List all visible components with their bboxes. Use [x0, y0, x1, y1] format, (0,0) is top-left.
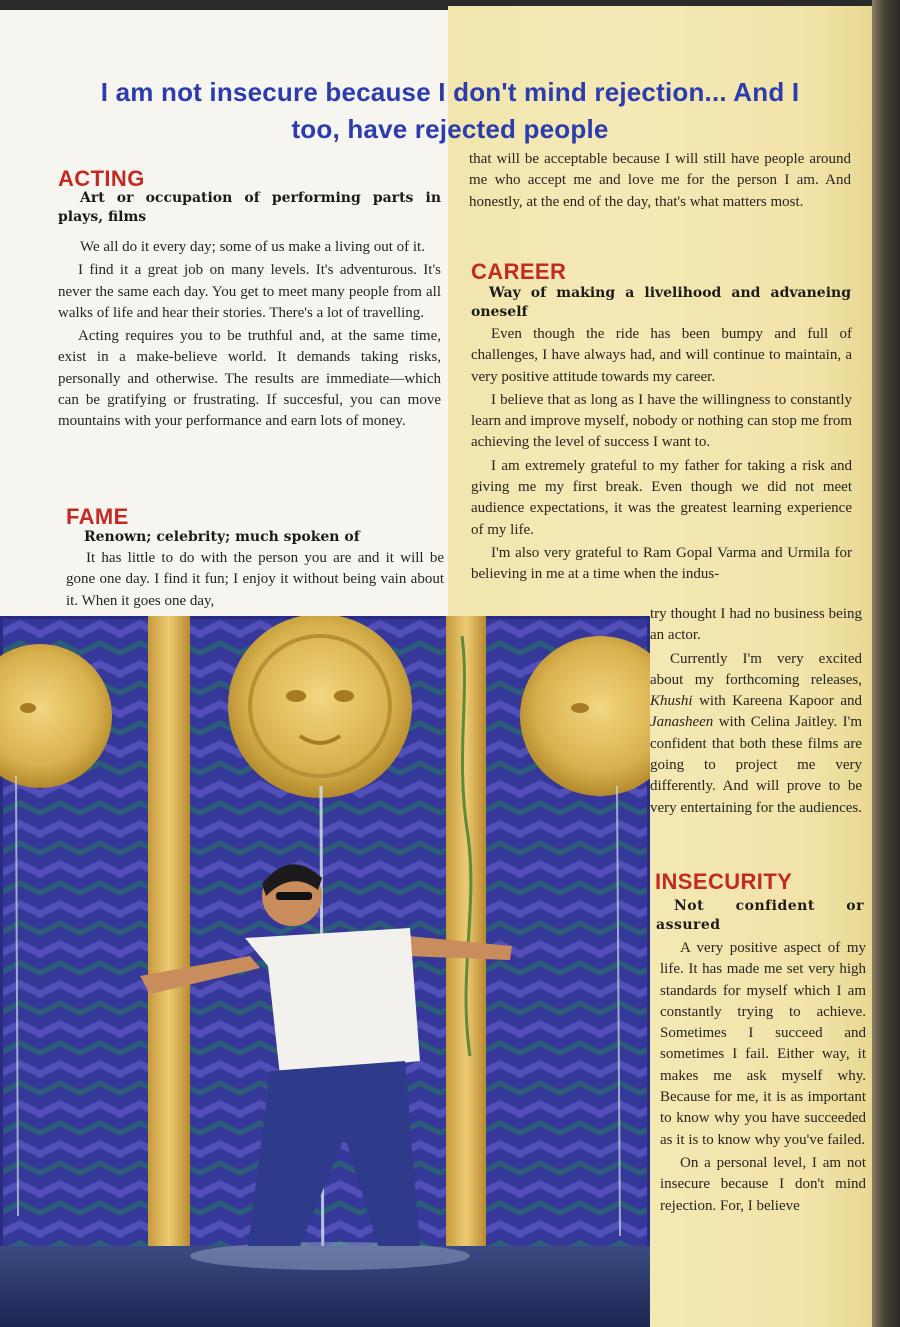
film-title-janasheen: Janasheen [650, 714, 714, 731]
career-paragraph-1: Even though the ride has been bumpy and full of challenges, I have always had, and will continue to maintain, a very positive attitude towards my career. [471, 326, 852, 385]
insecurity-paragraph-2: On a personal level, I am not insecure because I don't mind rejection. For, I believe [660, 1154, 866, 1214]
career-paragraph-2: I believe that as long as I have the willingness to constantly learn and improve myself, nobody or nothing can stop me from achieving the level of success I want to. [471, 391, 852, 451]
insecurity-heading: INSECURITY [655, 869, 793, 894]
film-title-khushi: Khushi [650, 693, 693, 710]
fame-continued-paragraph: that will be acceptable because I will still have people around me who accept me and love me for the person I am. And honestly, at the end of the day, that's what matters most. [469, 151, 851, 210]
acting-heading: ACTING [58, 166, 145, 191]
acting-definition: Art or occupation of performing parts in plays, films [58, 190, 441, 225]
insecurity-paragraph-1: A very positive aspect of my life. It has made me set very high standards for myself which I am constantly trying to achieve. Sometimes I succeed and sometimes I fail. Either way, it makes me ask myself why. Because for me, it is as important to know why you have succeeded as it is to know why you've failed. [660, 940, 866, 1148]
career-p5-pre: Currently I'm very excited about my forthcoming releases, [650, 650, 862, 688]
career-p5-mid: with Kareena Kapoor and [692, 693, 862, 710]
career-paragraph-3: I am extremely grateful to my father for taking a risk and giving me my first break. Even though we did not meet audience expectations, it was the greatest learning experience of my life. [471, 457, 852, 538]
career-p5-post: with Celina Jaitley. I'm confident that both these films are going to project me very differently. And will prove to be very entertaining for the audiences. [650, 714, 862, 816]
career-paragraph-4: I'm also very grateful to Ram Gopal Varma and Urmila for believing in me at a time when the indus- [471, 544, 852, 583]
career-body [471, 324, 852, 588]
career-definition: Way of making a livelihood and advaneing oneself [471, 285, 851, 320]
actor-fountain-photo [0, 616, 650, 1327]
career-paragraph-4-cont: try thought I had no business being an actor. [650, 606, 862, 644]
insecurity-body [660, 938, 866, 1219]
fame-heading: FAME [66, 504, 129, 529]
headline-line-1: I am not insecure because I don't mind rejection... And I [100, 77, 800, 107]
page-edge-shadow [872, 0, 900, 1327]
headline-line-2: too, have rejected people [291, 114, 609, 144]
acting-paragraph-2: I find it a great job on many levels. It's adventurous. It's never the same each day. You get to meet many people from all walks of life and hear their stories. There's a lot of travelling. [58, 262, 441, 321]
insecurity-definition: Not confident or assured [656, 898, 864, 933]
photo-illustration [0, 616, 650, 1327]
fame-definition: Renown; celebrity; much spoken of [84, 529, 360, 545]
article-headline [0, 74, 900, 148]
career-body-narrow [650, 604, 862, 821]
acting-paragraph-1: We all do it every day; some of us make a living out of it. [80, 239, 425, 255]
fame-paragraph-1: It has little to do with the person you are and it will be gone one day. I find it fun; I enjoy it without being vain about it. When it goes one day, [66, 550, 444, 609]
acting-body [58, 237, 441, 435]
fame-continued-body [469, 149, 851, 215]
acting-paragraph-3: Acting requires you to be truthful and, at the same time, exist in a make-believe world. It demands taking risks, personally and otherwise. The results are immediate—which can be gratifying or frustrating. If succesful, you can move mountains with your performance and earn lots of money. [58, 328, 441, 430]
career-paragraph-5 [650, 649, 862, 819]
career-heading: CAREER [471, 259, 567, 284]
fame-body [66, 548, 444, 614]
